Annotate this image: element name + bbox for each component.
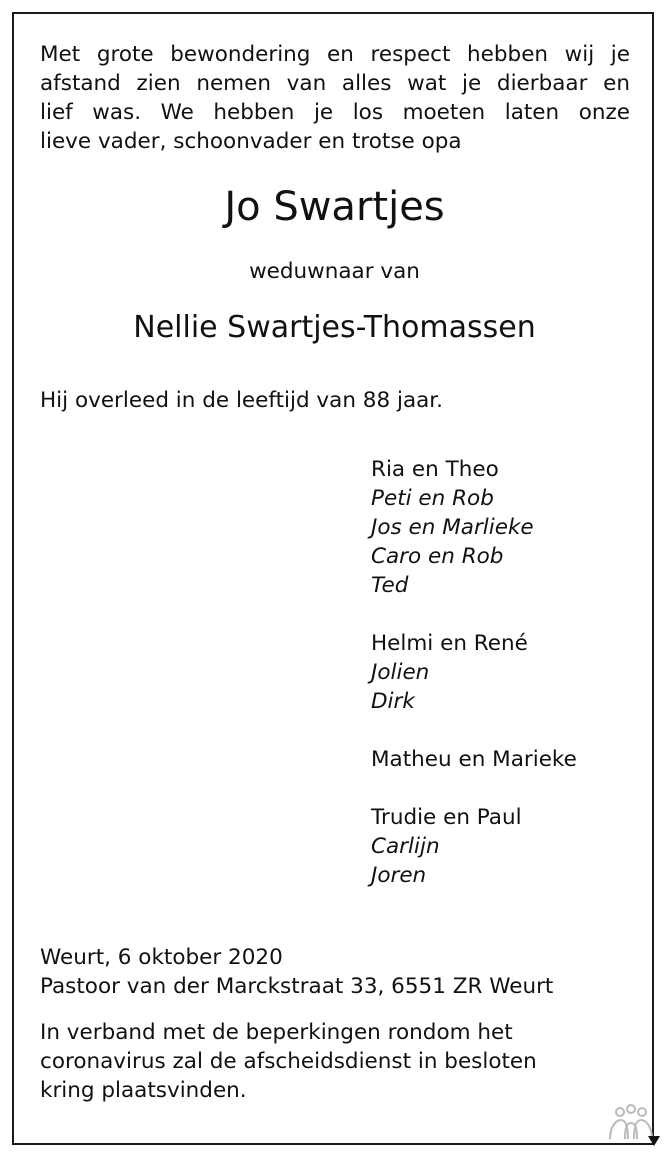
family-member: Peti en Rob — [371, 486, 494, 511]
address: Pastoor van der Marckstraat 33, 6551 ZR Weurt — [40, 974, 554, 999]
family-member: Jos en Marlieke — [371, 515, 534, 540]
place-date: Weurt, 6 oktober 2020 — [40, 945, 283, 970]
family-parents: Helmi en René — [371, 631, 528, 656]
widower-text: weduwnaar van — [249, 259, 420, 284]
family-member: Carlijn — [371, 834, 440, 859]
family-parents: Ria en Theo — [371, 457, 499, 482]
family-member: Jolien — [371, 660, 430, 685]
family-parents: Matheu en Marieke — [371, 747, 577, 772]
note-line: coronavirus zal de afscheidsdienst in besloten — [40, 1049, 537, 1074]
spouse-name: Nellie Swartjes-Thomassen — [133, 310, 536, 345]
intro-line: lief was. We hebben je los moeten laten onze — [40, 100, 630, 125]
deceased-name: Jo Swartjes — [224, 184, 445, 230]
family-member: Caro en Rob — [371, 544, 504, 569]
ceremony-note — [40, 1018, 630, 1105]
intro-line: Met grote bewondering en respect hebben wij je — [40, 42, 630, 67]
age-text: Hij overleed in de leeftijd van 88 jaar. — [40, 388, 443, 413]
caret-down-icon[interactable] — [648, 1136, 660, 1146]
intro-line: afstand zien nemen van alles wat je dierbaar en — [40, 71, 630, 96]
intro-paragraph — [40, 40, 630, 156]
family-group — [371, 455, 577, 600]
place-address-block — [40, 943, 553, 1001]
family-group — [371, 745, 577, 774]
family-parents: Trudie en Paul — [371, 805, 522, 830]
family-member: Dirk — [371, 689, 415, 714]
note-line: In verband met de beperkingen rondom het — [40, 1020, 513, 1045]
family-group — [371, 803, 577, 890]
family-member: Joren — [371, 863, 427, 888]
family-member: Ted — [371, 573, 409, 598]
note-line: kring plaatsvinden. — [40, 1078, 247, 1103]
family-group — [371, 629, 577, 716]
intro-line: lieve vader, schoonvader en trotse opa — [40, 129, 462, 154]
family-list — [371, 455, 577, 919]
